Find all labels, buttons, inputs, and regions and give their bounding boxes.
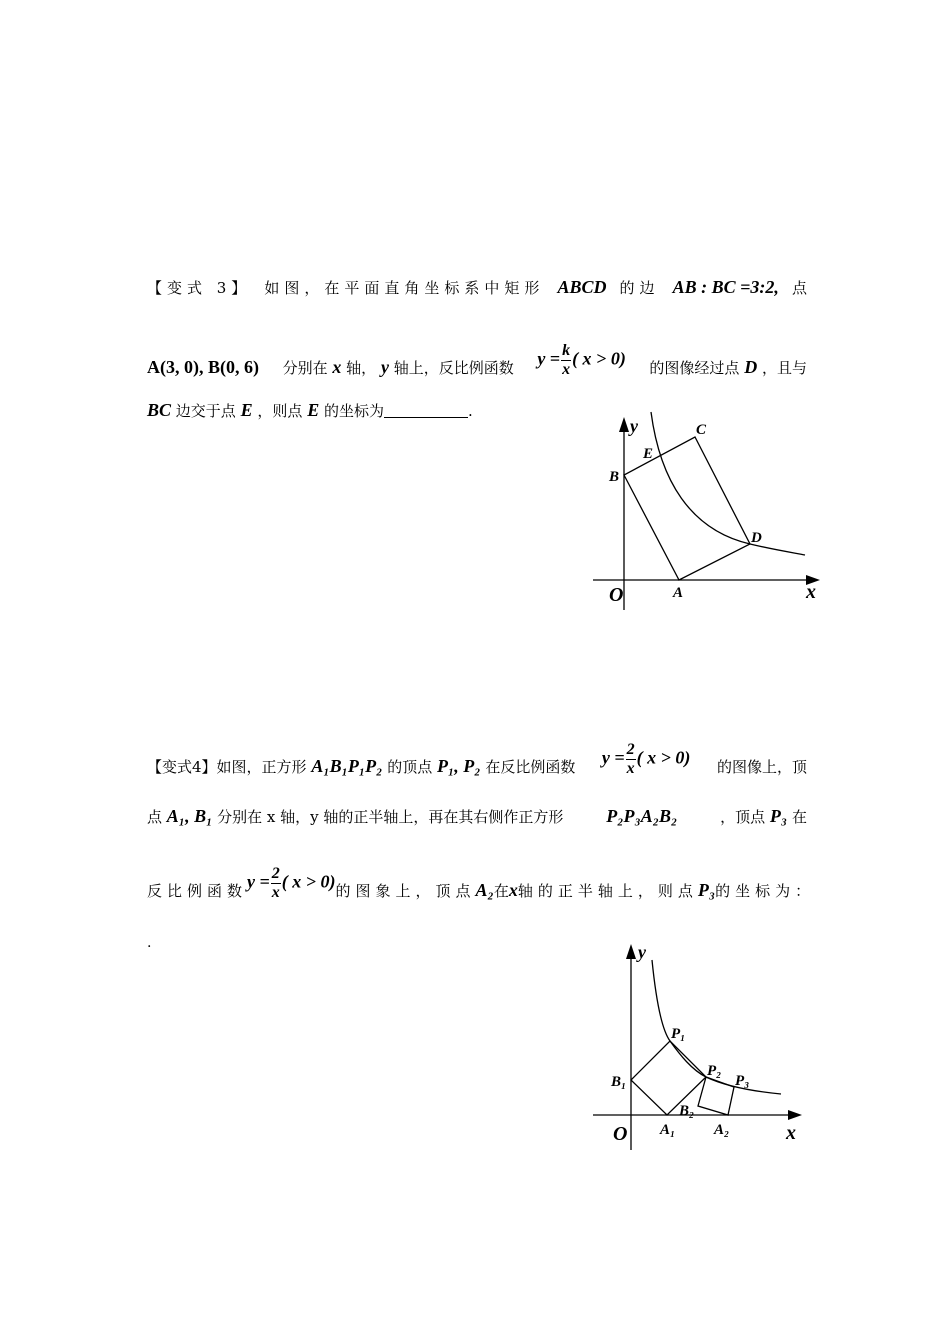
on-func-text: 在反比例函数 (485, 758, 576, 776)
and-with-text: ，且与 (761, 359, 807, 377)
p3-2: P₃ (697, 880, 716, 900)
fig3-label-y: y (630, 416, 638, 436)
fig4-square1 (631, 1041, 706, 1115)
a1-b1: A₁, B₁ (166, 806, 213, 826)
y-variable: y (380, 357, 389, 377)
point-word: 点 (791, 279, 807, 297)
edge-bc: BC (147, 400, 172, 420)
fig4-label-p1: P₁ (671, 1026, 686, 1042)
trailing-dot: . (147, 935, 152, 951)
fig4-label-p2: P₂ (707, 1063, 722, 1079)
ratio-expression: AB : BC =3:2, (672, 277, 779, 297)
fig4-label-b1: B₁ (611, 1074, 627, 1090)
at-word: 在 (791, 808, 807, 826)
square1-name: A₁B₁P₁P₂ (311, 756, 383, 776)
x-variable: x (332, 357, 342, 377)
fig4-label-y: y (638, 942, 646, 962)
x-variable-4: x (508, 880, 518, 900)
p3: P₃ (769, 806, 788, 826)
edge-word: 的边 (619, 279, 660, 297)
pos-half-axis-text: 轴的正半轴上，则点 (517, 882, 698, 900)
period: . (468, 402, 473, 420)
func4-numerator: 2 (626, 741, 635, 758)
on-axes-2: 轴上，反比例函数 (393, 359, 514, 377)
meets-text: 边交于点 (175, 402, 236, 420)
coord-of-text-4: 的坐标为： (715, 882, 816, 900)
problem4-intro: 如图，正方形 (216, 758, 307, 776)
point-e: E (240, 400, 253, 420)
fig3-label-d: D (751, 530, 762, 546)
func4b-numerator: 2 (271, 865, 280, 882)
problem3-intro: 如图，在平面直角坐标系中矩形 (264, 279, 545, 297)
point-d: D (744, 357, 758, 377)
func-denominator: x (562, 361, 571, 378)
axis-comma: 轴， (346, 359, 377, 377)
fig3-label-x: x (806, 581, 816, 603)
func4b-lhs: y = (247, 871, 270, 892)
fig4-label-x: x (786, 1122, 796, 1144)
in-word: 在 (493, 882, 509, 900)
a2: A₂ (475, 880, 494, 900)
square2-name: P₂P₃A₂B₂ (606, 806, 678, 826)
fig4-label-o: O (613, 1123, 628, 1145)
func-numerator: k (562, 342, 571, 359)
func-lhs: y = (537, 348, 561, 369)
fig3-label-c: C (696, 422, 707, 438)
func4b-condition: ( x > 0) (281, 871, 336, 892)
line2-mid-text: 分别在 x 轴，y 轴的正半轴上，再在其右侧作正方形 (217, 808, 564, 826)
fig4-x-arrow (788, 1110, 802, 1120)
rect-name: ABCD (557, 277, 607, 297)
point-word-4: 点 (147, 808, 163, 826)
coord-of-text: 的坐标为 (323, 402, 384, 420)
problem4-label: 【变式4】 (147, 758, 217, 776)
p1-p2: P₁, P₂ (437, 756, 481, 776)
func4-lhs: y = (601, 747, 625, 768)
fig4-label-p3: P₃ (735, 1073, 750, 1089)
fig4-square2 (698, 1077, 734, 1115)
fig3-label-e: E (643, 446, 654, 462)
func4-condition: ( x > 0) (636, 747, 691, 768)
fig4-y-arrow (626, 944, 636, 959)
passes-text: 的图像经过点 (649, 359, 740, 377)
graph-top-text: 的图像上，顶 (716, 758, 807, 776)
vertices-word: 的顶点 (387, 758, 433, 776)
graph-word-text: 的图象上，顶点 (335, 882, 476, 900)
then-text: ，则点 (257, 402, 303, 420)
vertex-word: ，顶点 (720, 808, 766, 826)
fig4-label-b2: B₂ (679, 1103, 695, 1119)
func4b-denominator: x (271, 884, 280, 901)
coords-ab: A(3, 0), B(0, 6) (147, 357, 259, 377)
fig3-label-a: A (673, 585, 684, 601)
func4-denominator: x (626, 760, 635, 777)
problem3-label: 【变式 3】 (147, 279, 252, 297)
fig3-label-b: B (609, 469, 620, 485)
line3-start-text: 反比例函数 (147, 882, 248, 900)
fig4-label-a2: A₂ (714, 1122, 730, 1138)
fig4-label-a1: A₁ (660, 1122, 676, 1138)
func-condition: ( x > 0) (572, 348, 626, 369)
fig3-label-o: O (609, 584, 624, 606)
on-axes-1: 分别在 (282, 359, 328, 377)
point-e-2: E (307, 400, 320, 420)
